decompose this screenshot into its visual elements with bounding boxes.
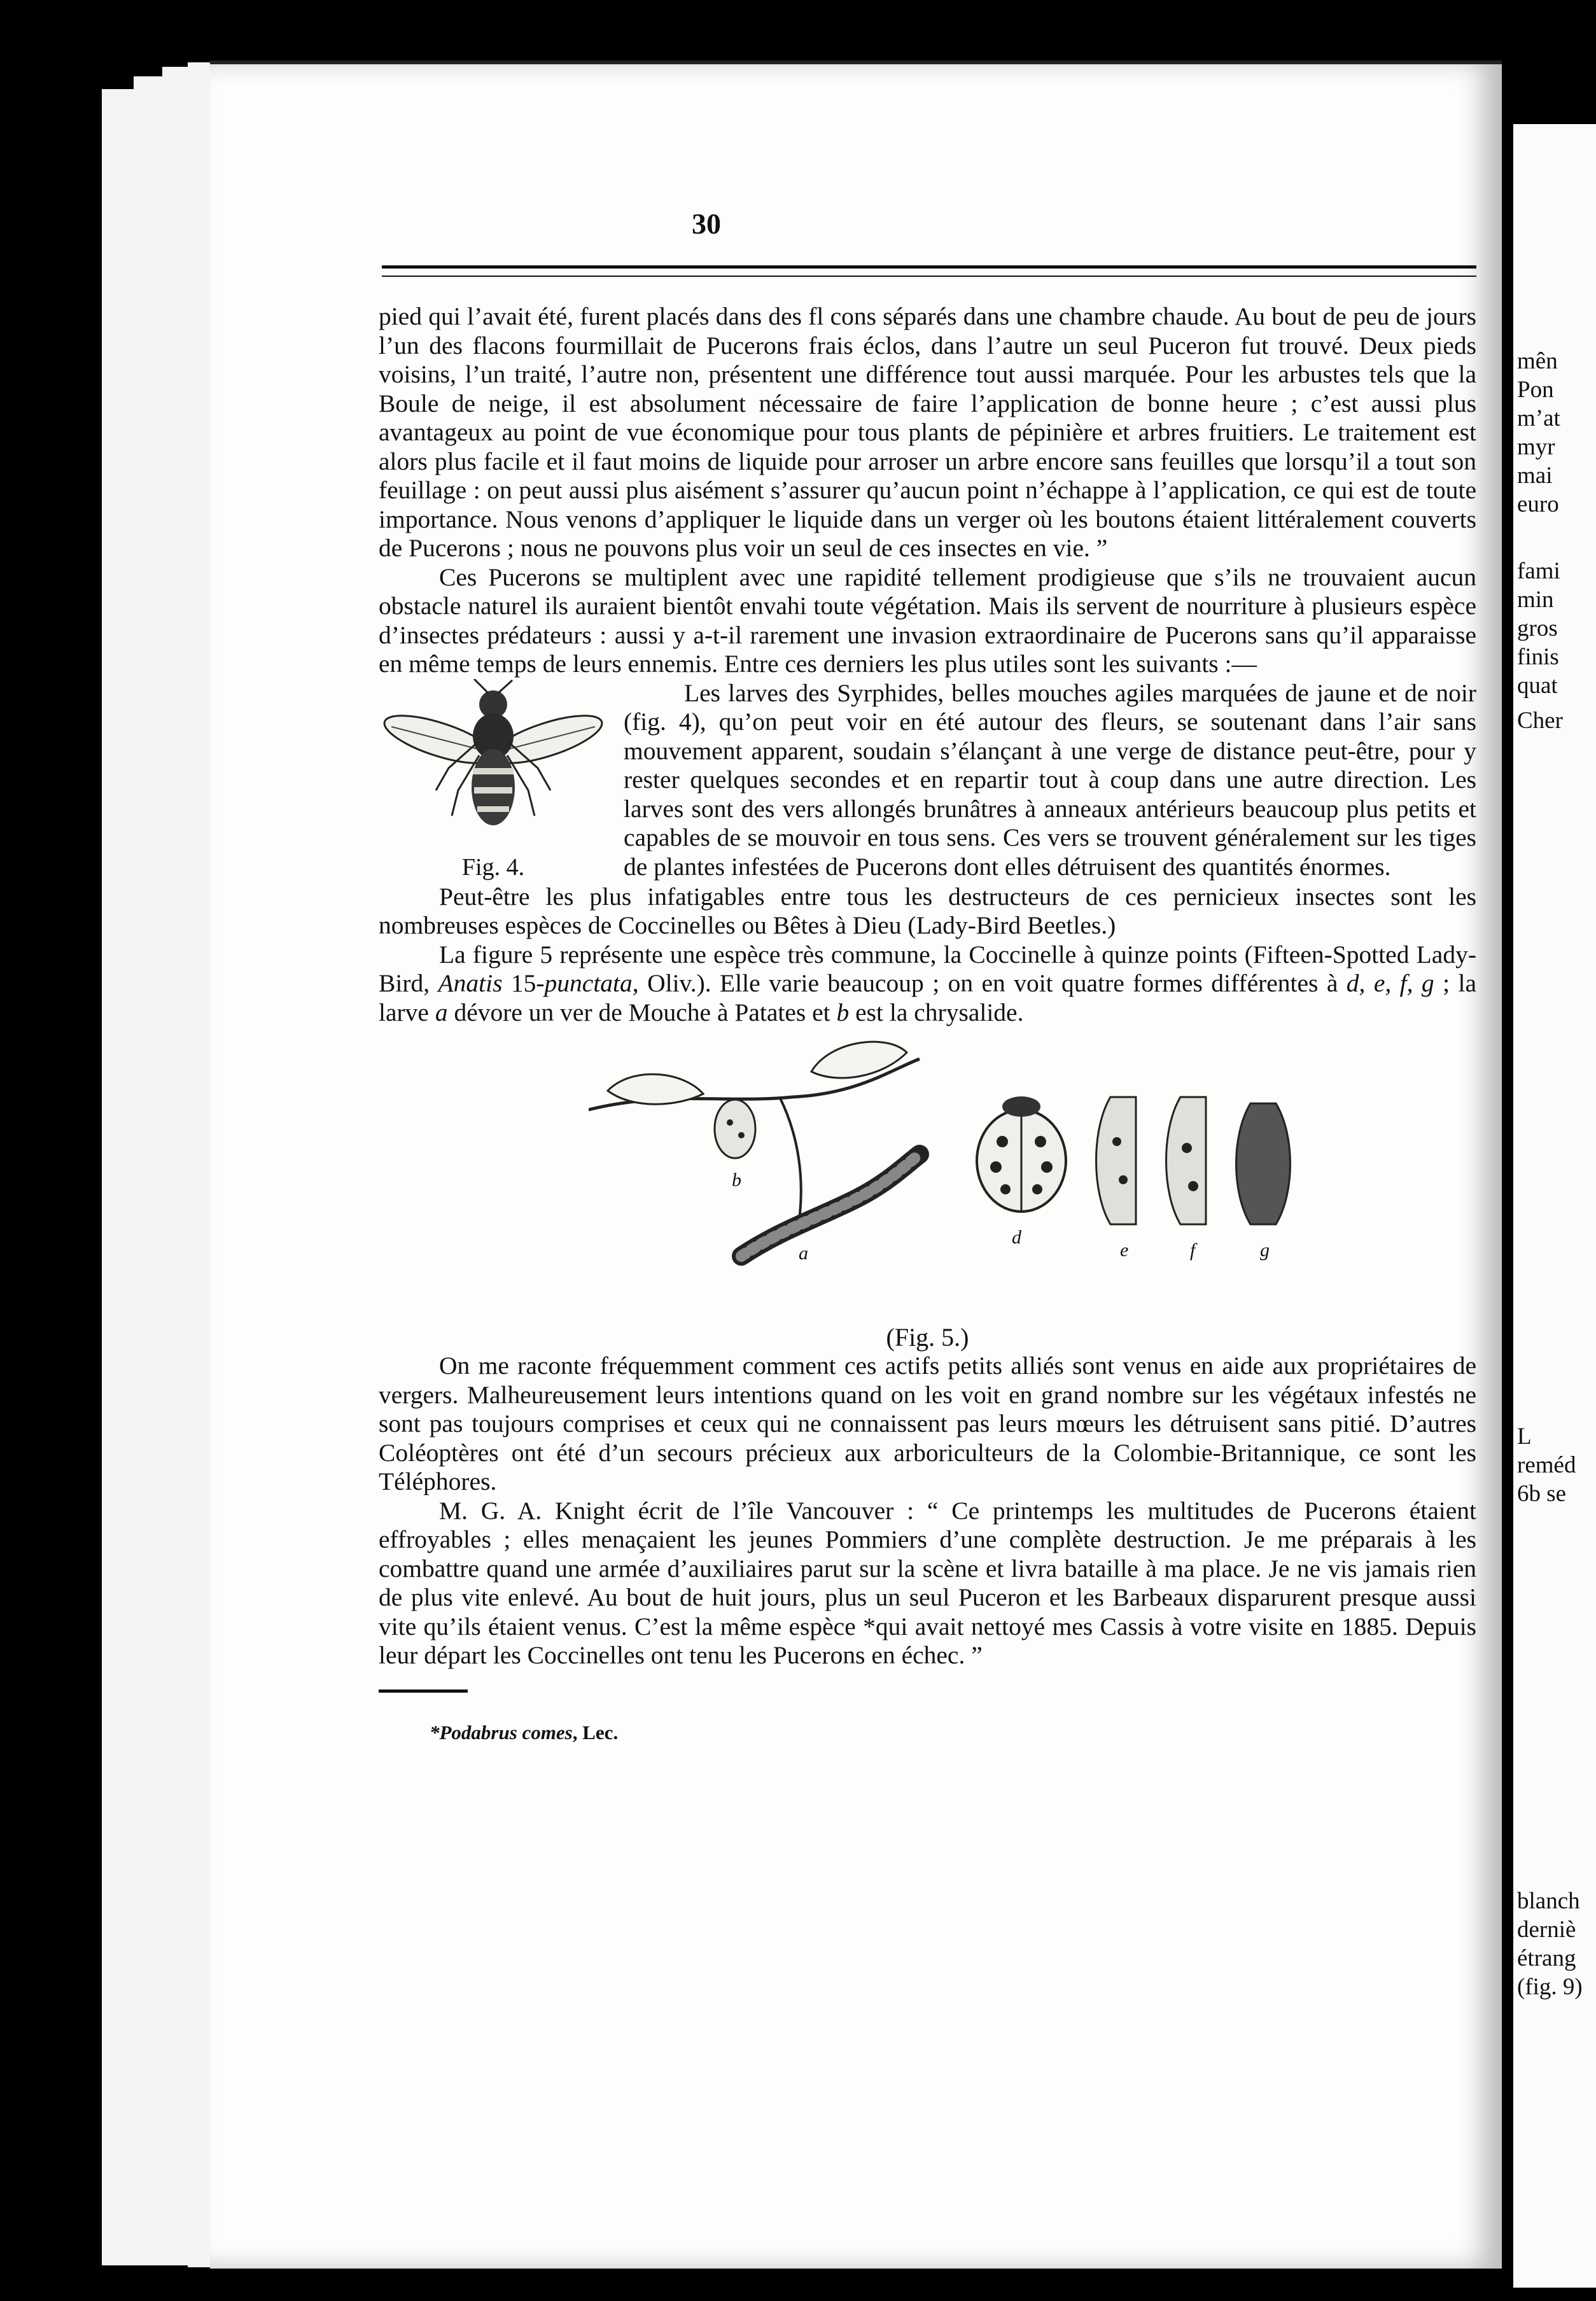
header-rule-thick bbox=[382, 265, 1476, 269]
next-page-line: L bbox=[1517, 1423, 1532, 1450]
next-page-line: min bbox=[1517, 587, 1554, 613]
text-run: La figure 5 représente une espèce très commune, la Coccinelle à quinze points (Fifteen-Spotted Lady-Bird, bbox=[379, 940, 1476, 997]
paragraph bbox=[379, 941, 1476, 1028]
next-page-line: Pon bbox=[1517, 377, 1554, 403]
page-top-edge bbox=[210, 60, 1502, 64]
next-page-line: finis bbox=[1517, 644, 1559, 670]
text-run: est la chrysalide. bbox=[849, 998, 1024, 1026]
next-page-line: mên bbox=[1517, 348, 1558, 374]
footnote-species: *Podabrus comes bbox=[430, 1721, 573, 1744]
paragraph: Les larves des Syrphides, belles mouches agiles marquées de jaune et de noir (fig. 4), qu’on peut voir en été autour des fleurs, se soutenant dans l’air sans mouvement apparent, soudain s’élançant à une verge de distance peut-être, pour y rester quelques secondes et en repartir tout à coup dans une autre direction. Les larves sont des vers allongés brunâtres à anneaux antérieurs beaucoup plus petits et capables de se mouvoir en tous sens. Ces vers se trouvent généralement sur les tiges de plantes infestées de Pucerons dont elles détruisent des quantités énormes. bbox=[624, 678, 1476, 881]
fig5-label-e: e bbox=[1120, 1240, 1129, 1261]
fig5-label-f: f bbox=[1190, 1240, 1196, 1261]
next-page-line: 6b se bbox=[1517, 1481, 1567, 1507]
next-page-line: reméd bbox=[1517, 1452, 1576, 1478]
next-page-line: fami bbox=[1517, 558, 1560, 584]
footnote-rule bbox=[379, 1689, 468, 1693]
page-body bbox=[379, 302, 1476, 1747]
figure-4-caption: Fig. 4. bbox=[461, 854, 525, 881]
text-run: ; la larve bbox=[379, 969, 1476, 1026]
fig5-label-b: b bbox=[732, 1170, 741, 1191]
next-page-line: mai bbox=[1517, 463, 1553, 489]
syrphid-fly-illustration bbox=[379, 679, 608, 851]
paragraph: M. G. A. Knight écrit de l’île Vancouver : “ Ce printemps les multitudes de Pucerons étaient effroyables ; elles menaçaient les jeunes Pommiers d’une complète destruction. Je me préparais à les combattre quand une armée d’auxiliaires parut sur la scène et livra bataille à ma place. Je ne vis jamais rien de plus vite enlevé. Au bout de huit jours, plus un seul Puceron et les Barbeaux disparurent presque aussi vite qu’ils étaient venus. C’est la même espèce *qui avait nettoyé mes Cassis à votre visite en 1885. Depuis leur départ les Coccinelles ont tenu les Pucerons en échec. ” bbox=[379, 1496, 1476, 1669]
figure-5 bbox=[379, 1033, 1476, 1352]
fig5-label-a: a bbox=[799, 1243, 808, 1264]
fig5-label-d: d bbox=[1012, 1227, 1021, 1248]
fig5-label-g: g bbox=[1260, 1240, 1270, 1261]
header-rule-thin bbox=[382, 276, 1476, 277]
next-page-line: Cher bbox=[1517, 708, 1563, 734]
fig4-block bbox=[379, 679, 1476, 883]
figure-letter: b bbox=[836, 998, 850, 1026]
figure-4 bbox=[379, 679, 608, 883]
next-page-line: derniè bbox=[1517, 1917, 1576, 1943]
figure-letter: a bbox=[435, 998, 448, 1026]
text-run: dévore un ver de Mouche à Patates et bbox=[447, 998, 837, 1026]
paragraph: Ces Pucerons se multiplent avec une rapidité tellement prodigieuse que s’ils ne trouvaient aucun obstacle naturel ils auraient bientôt envahi toute végétation. Mais ils servent de nourriture à plusieurs espèce d’insectes prédateurs : aussi y a-t-il rarement une invasion extraordinaire de Pucerons sans qu’il apparaisse en même temps de leurs ennemis. Entre ces derniers les plus utiles sont les suivants :— bbox=[379, 563, 1476, 678]
next-page-line: gros bbox=[1517, 615, 1558, 641]
next-page-line: étrang bbox=[1517, 1945, 1576, 1971]
paragraph: Peut-être les plus infatigables entre tous les destructeurs de ces pernicieux insectes sont les nombreuses espèces de Coccinelles ou Bêtes à Dieu (Lady-Bird Beetles.) bbox=[379, 882, 1476, 939]
footnote bbox=[379, 1718, 1476, 1747]
paragraph: pied qui l’avait été, furent placés dans des fl cons séparés dans une chambre chaude. Au bout de peu de jours l’un des flacons fourmillait de Pucerons frais éclos, dans l’autre un seul Puceron fut trouvé. Deux pieds voisins, l’un traité, l’autre non, présentent une différence tout aussi marquée. Pour les arbustes tels que la Boule de neige, il est absolument nécessaire de faire l’application de bonne heure ; c’est aussi plus avantageux au point de vue économique pour tous plants de pépinière et arbres fruitiers. Le traitement est alors plus facile et il faut moins de liquide pour arroser un arbre encore sans feuilles que lorsqu’il a tout son feuillage : on peut aussi plus aisément s’assurer qu’aucun point n’échappe à l’application, ce qui est de toute importance. Nous venons d’appliquer le liquide dans un verger où les boutons étaient littéralement couverts de Pucerons ; nous ne pouvons plus voir un seul de ces insectes en vie. ” bbox=[379, 302, 1476, 562]
ladybird-illustration bbox=[589, 1033, 1340, 1301]
species-name: Anatis bbox=[438, 969, 503, 997]
next-page-line: quat bbox=[1517, 673, 1558, 699]
footnote-author: , Lec. bbox=[572, 1721, 619, 1744]
figure-letters: d, e, f, g bbox=[1346, 969, 1434, 997]
next-page-line: m’at bbox=[1517, 405, 1560, 431]
text-run: , Oliv.). Elle varie beaucoup ; on en voit quatre formes différentes à bbox=[632, 969, 1347, 997]
next-page-line: myr bbox=[1517, 434, 1555, 460]
book-page bbox=[210, 60, 1502, 2269]
next-page-line: blanch bbox=[1517, 1888, 1580, 1914]
page-number: 30 bbox=[692, 207, 721, 240]
figure-5-caption: (Fig. 5.) bbox=[886, 1322, 969, 1352]
species-name: punctata bbox=[544, 969, 633, 997]
next-page-line: (fig. 9) bbox=[1517, 1974, 1583, 2000]
text-run: 15- bbox=[502, 969, 545, 997]
next-page-line: euro bbox=[1517, 491, 1559, 517]
paragraph: On me raconte fréquemment comment ces actifs petits alliés sont venus en aide aux propriétaires de vergers. Malheureusement leurs intentions quand on les voit en grand nombre sur les végétaux infestés ne sont pas toujours comprises et ceux qui ne connaissent pas leurs mœurs les détruisent sans pitié. D’autres Coléoptères ont été d’un secours précieux aux arboriculteurs de la Colombie-Britannique, ce sont les Téléphores. bbox=[379, 1352, 1476, 1495]
next-page-fragment bbox=[1513, 124, 1596, 2288]
